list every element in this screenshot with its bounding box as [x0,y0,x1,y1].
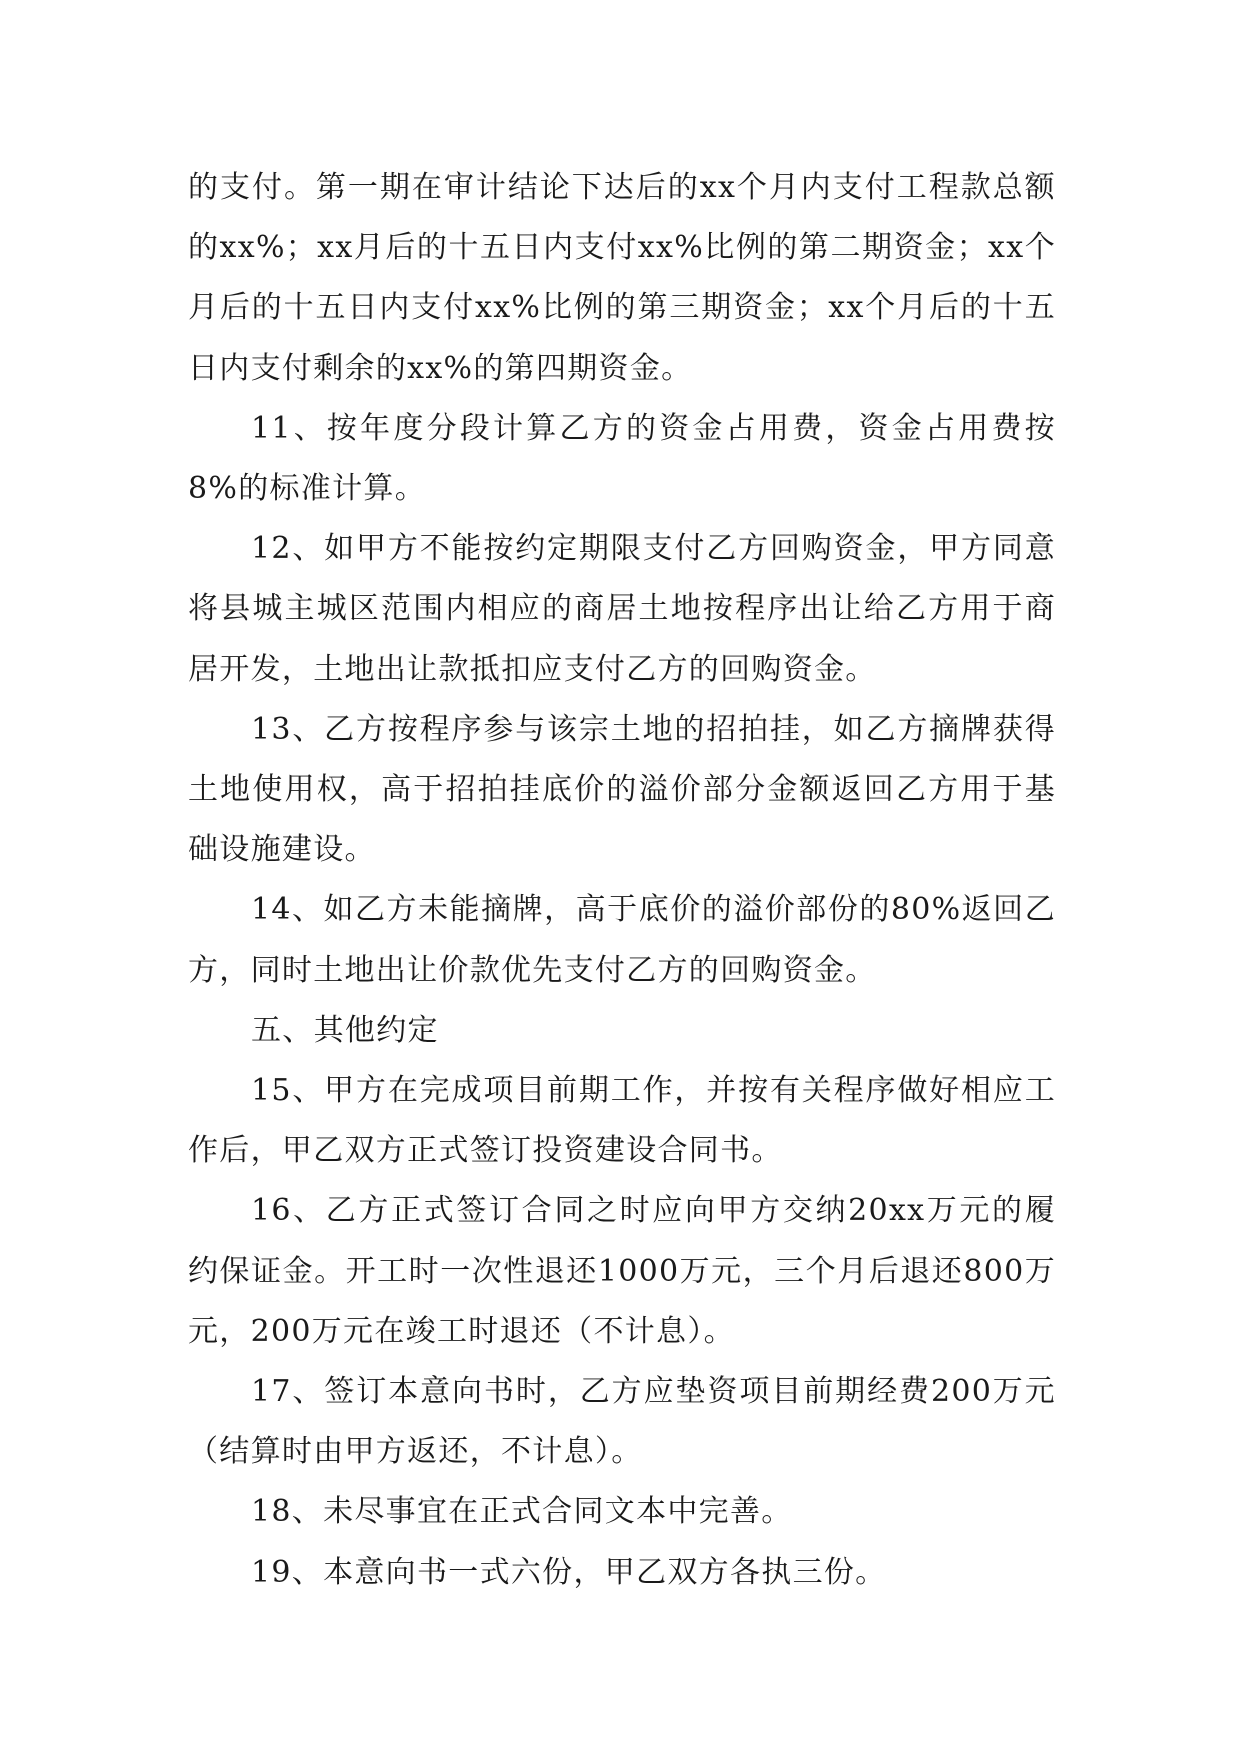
paragraph-payment-schedule: 的支付。第一期在审计结论下达后的xx个月内支付工程款总额的xx%；xx月后的十五日内支付xx%比例的第二期资金；xx个月后的十五日内支付xx%比例的第三期资金；xx个月后的十五日内支付剩余的xx%的第四期资金。 [188,170,1056,386]
paragraph-clause-17: 17、签订本意向书时，乙方应垫资项目前期经费200万元（结算时由甲方返还，不计息）。 [188,1374,1056,1470]
paragraph-clause-16: 16、乙方正式签订合同之时应向甲方交纳20xx万元的履约保证金。开工时一次性退还1000万元，三个月后退还800万元，200万元在竣工时退还（不计息）。 [188,1193,1056,1349]
paragraph-clause-14: 14、如乙方未能摘牌，高于底价的溢价部份的80%返回乙方，同时土地出让价款优先支付乙方的回购资金。 [188,892,1056,988]
section-heading-other-agreements: 五、其他约定 [251,1012,439,1048]
paragraph-clause-18: 18、未尽事宜在正式合同文本中完善。 [251,1494,793,1530]
paragraph-clause-12: 12、如甲方不能按约定期限支付乙方回购资金，甲方同意将县城主城区范围内相应的商居土地按程序出让给乙方用于商居开发，土地出让款抵扣应支付乙方的回购资金。 [188,531,1056,687]
document-page [188,158,1056,1603]
paragraph-clause-13: 13、乙方按程序参与该宗土地的招拍挂，如乙方摘牌获得土地使用权，高于招拍挂底价的溢价部分金额返回乙方用于基础设施建设。 [188,711,1056,868]
paragraph-clause-19: 19、本意向书一式六份，甲乙双方各执三份。 [251,1554,887,1590]
paragraph-clause-11: 11、按年度分段计算乙方的资金占用费，资金占用费按8%的标准计算。 [188,410,1056,507]
paragraph-clause-15: 15、甲方在完成项目前期工作，并按有关程序做好相应工作后，甲乙双方正式签订投资建设合同书。 [188,1073,1056,1169]
